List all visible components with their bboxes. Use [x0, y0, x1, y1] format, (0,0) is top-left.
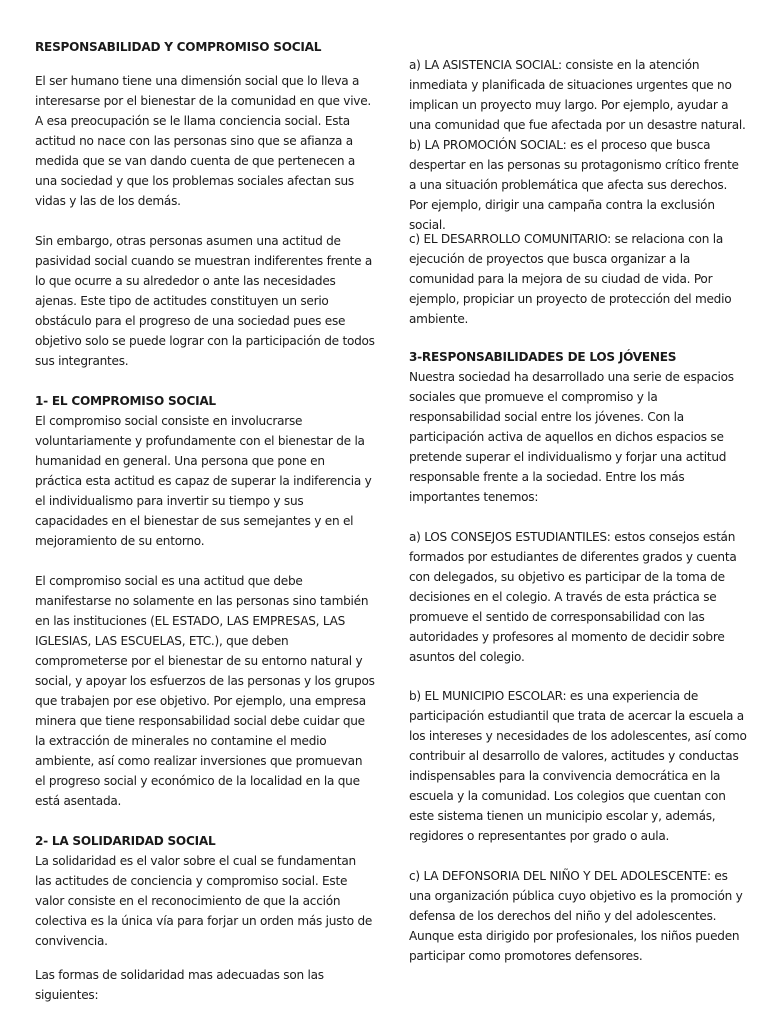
solidarity-form-b: b) LA PROMOCIÓN SOCIAL: es el proceso que busca despertar en las personas su protagonismo crítico frente a una situación problemática que afecta sus derechos. Por ejemplo, dirigir una campaña contra la exclusión social.: [409, 138, 739, 232]
section-1-paragraph-2: El compromiso social es una actitud que debe manifestarse no solamente en las personas sino también en las instituciones (EL ESTADO, LAS EMPRESAS, LAS IGLESIAS, LAS ESCUELAS, ETC.), que deben comprometerse por el bienestar de su entorno natural y social, y apoyar los esfuerzos de las personas y los grupos que trabajen por ese objetivo. Por ejemplo, una empresa minera que tiene responsabilidad social debe cuidar que la extracción de minerales no contamine el medio ambiente, así como realizar inversiones que promuevan el progreso social y económico de la localidad en la que está asentada.: [35, 574, 375, 808]
section-2-paragraph-1: La solidaridad es el valor sobre el cual se fundamentan las actitudes de conciencia y compromiso social. Este valor consiste en el reconocimiento de que la acción colectiva es la única vía para forjar un orden más justo de convivencia.: [35, 854, 373, 948]
intro-paragraph-1: El ser humano tiene una dimensión social que lo lleva a interesarse por el bienestar de la comunidad en que vive. A esa preocupación se le llama conciencia social. Esta actitud no nace con las personas sino que se afianza a medida que se van dando cuenta de que pertenecen a una sociedad y que los problemas sociales afectan sus vidas y las de los demás.: [35, 74, 372, 208]
youth-space-c: c) LA DEFONSORIA DEL NIÑO Y DEL ADOLESCENTE: es una organización pública cuyo objetivo es la promoción y defensa de los derechos del niño y del adolescentes. Aunque esta dirigido por profesionales, los niños pueden participar como promotores defensores.: [409, 869, 743, 963]
document-title: RESPONSABILIDAD Y COMPROMISO SOCIAL: [35, 40, 322, 54]
youth-space-a: a) LOS CONSEJOS ESTUDIANTILES: estos consejos están formados por estudiantes de diferentes grados y cuenta con delegados, su objetivo es participar de la toma de decisiones en el colegio. A través de esta práctica se promueve el sentido de corresponsabilidad con las autoridades y profesores al momento de decidir sobre asuntos del colegio.: [409, 530, 737, 664]
section-3-paragraph-1: Nuestra sociedad ha desarrollado una serie de espacios sociales que promueve el compromiso y la responsabilidad social entre los jóvenes. Con la participación activa de aquellos en dichos espacios se pretende superar el individualismo y forjar una actitud responsable frente a la sociedad. Entre los más importantes tenemos:: [409, 370, 734, 504]
section-2-paragraph-2: Las formas de solidaridad mas adecuadas son las siguientes:: [35, 968, 324, 1002]
section-3-heading: 3-RESPONSABILIDADES DE LOS JÓVENES: [409, 350, 677, 364]
solidarity-form-c: c) EL DESARROLLO COMUNITARIO: se relaciona con la ejecución de proyectos que busca organizar a la comunidad para la mejora de su ciudad de vida. Por ejemplo, propiciar un proyecto de protección del medio ambiente.: [409, 232, 732, 326]
section-1-paragraph-1: El compromiso social consiste en involucrarse voluntariamente y profundamente con el bienestar de la humanidad en general. Una persona que pone en práctica esta actitud es capaz de superar la indiferencia y el individualismo para invertir su tiempo y sus capacidades en el bienestar de sus semejantes y en el mejoramiento de su entorno.: [35, 414, 372, 548]
section-1-heading: 1- EL COMPROMISO SOCIAL: [35, 394, 216, 408]
youth-space-b: b) EL MUNICIPIO ESCOLAR: es una experiencia de participación estudiantil que trata de acercar la escuela a los intereses y necesidades de los adolescentes, así como contribuir al desarrollo de valores, actitudes y conductas indispensables para la convivencia democrática en la escuela y la comunidad. Los colegios que cuentan con este sistema tienen un municipio escolar y, además, regidores o representantes por grado o aula.: [409, 689, 747, 843]
section-2-heading: 2- LA SOLIDARIDAD SOCIAL: [35, 834, 216, 848]
intro-paragraph-2: Sin embargo, otras personas asumen una actitud de pasividad social cuando se muestran indiferentes frente a lo que ocurre a su alrededor o ante las necesidades ajenas. Este tipo de actitudes constituyen un serio obstáculo para el progreso de una sociedad pues ese objetivo solo se puede lograr con la participación de todos sus integrantes.: [35, 234, 375, 368]
solidarity-form-a: a) LA ASISTENCIA SOCIAL: consiste en la atención inmediata y planificada de situaciones urgentes que no implican un proyecto muy largo. Por ejemplo, ayudar a una comunidad que fue afectada por un desastre natural.: [409, 58, 746, 132]
